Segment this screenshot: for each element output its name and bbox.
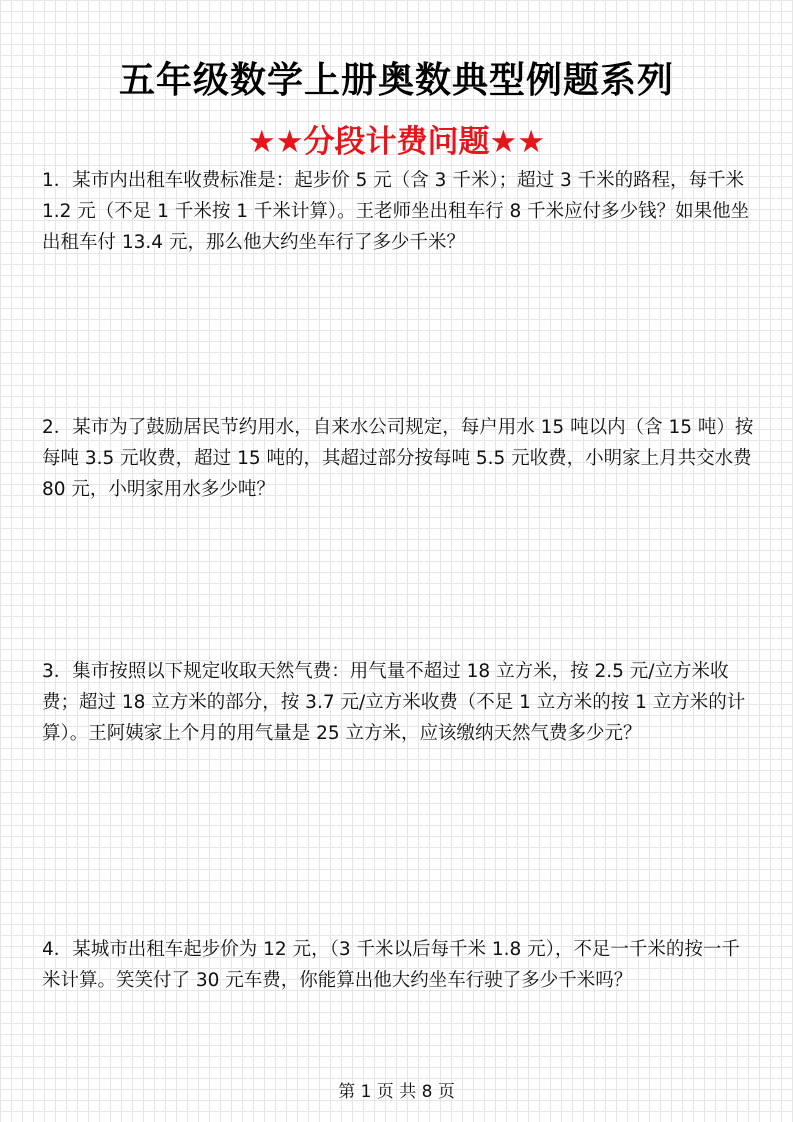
page-footer: 第 1 页 共 8 页: [338, 1082, 455, 1102]
problem-2: 2．某市为了鼓励居民节约用水，自来水公司规定，每户用水 15 吨以内（含 15 吨）按每吨 3.5 元收费，超过 15 吨的，其超过部分按每吨 5.5 元收费，小明家上月共交水费 80 元，小明家用水多少吨？: [42, 417, 754, 500]
page-title: 五年级数学上册奥数典型例题系列: [118, 60, 674, 101]
section-subtitle: ★★分段计费问题★★: [247, 124, 546, 160]
problem-4: 4．某城市出租车起步价为 12 元，（3 千米以后每千米 1.8 元），不足一千米的按一千米计算。笑笑付了 30 元车费，你能算出他大约坐车行驶了多少千米吗？: [42, 939, 740, 991]
problem-3: 3．集市按照以下规定收取天然气费：用气量不超过 18 立方米，按 2.5 元/立方米收费；超过 18 立方米的部分，按 3.7 元/立方米收费（不足 1 立方米的按 1 立方米的计算）。王阿姨家上个月的用气量是 25 立方米，应该缴纳天然气费多少元？: [42, 661, 746, 744]
problem-1: 1．某市内出租车收费标准是：起步价 5 元（含 3 千米）；超过 3 千米的路程，每千米 1.2 元（不足 1 千米按 1 千米计算）。王老师坐出租车行 8 千米应付多少钱？如果他坐出租车付 13.4 元，那么他大约坐车行了多少千米？: [42, 170, 750, 253]
